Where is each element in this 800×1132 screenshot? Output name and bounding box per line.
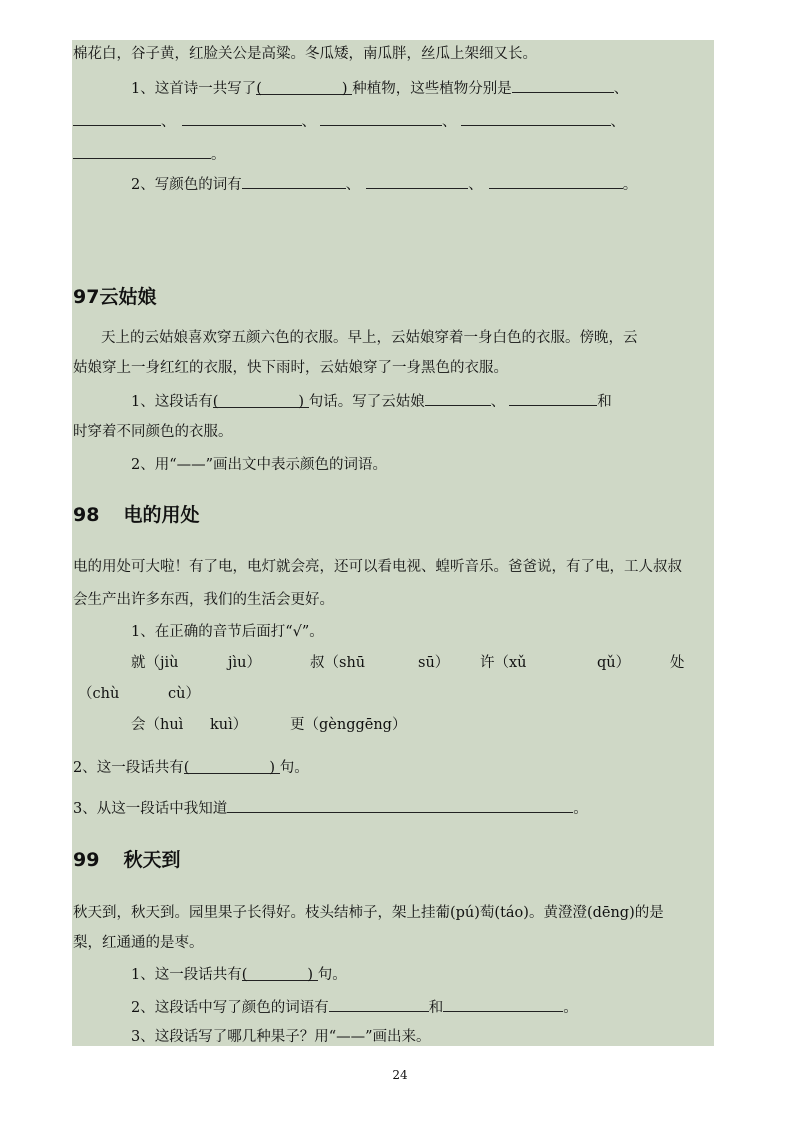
answer-blank[interactable]: [227, 797, 573, 813]
s98-pinyin-option[interactable]: （chù: [78, 686, 120, 702]
s98-pinyin-option[interactable]: jìu）: [228, 655, 261, 671]
s97-question-2: 2、用“——”画出文中表示颜色的词语。: [131, 457, 388, 473]
s99-paragraph-line-2: 梨，红通通的是枣。: [73, 935, 204, 951]
s97-paragraph-line-1: 天上的云姑娘喜欢穿五颜六色的衣服。早上，云姑娘穿着一身白色的衣服。傍晚，云: [101, 330, 638, 346]
s98-pinyin-option[interactable]: sū）: [418, 655, 450, 671]
s98-pinyin-option[interactable]: 更（gènggēng）: [290, 717, 407, 733]
section-98-title: 98 电的用处: [73, 504, 200, 526]
section-97-title: 97云姑娘: [73, 286, 157, 308]
answer-blank[interactable]: [320, 110, 442, 126]
plant-blanks-row-2: 。: [73, 143, 226, 165]
s99-question-3: 3、这段话写了哪几种果子？用“——”画出来。: [131, 1029, 431, 1045]
answer-blank[interactable]: [489, 173, 623, 189]
answer-blank[interactable]: ( ): [256, 79, 352, 99]
answer-blank[interactable]: [73, 143, 211, 159]
section-99-title: 99 秋天到: [73, 849, 181, 871]
answer-blank[interactable]: [461, 110, 611, 126]
s98-pinyin-option[interactable]: qǔ）: [597, 655, 631, 671]
answer-blank[interactable]: [329, 996, 429, 1012]
answer-blank[interactable]: [242, 173, 346, 189]
question-color-words: 2、写颜色的词有 、 、 。: [131, 173, 637, 195]
s97-question-1: 1、这段话有( ) 句话。写了云姑娘 、 和: [131, 390, 612, 412]
answer-blank[interactable]: ( ): [184, 758, 280, 774]
answer-blank[interactable]: ( ): [242, 965, 318, 981]
s99-paragraph-line-1: 秋天到，秋天到。园里果子长得好。枝头结柿子，架上挂葡(pú)萄(táo)。黄澄澄(dēng)的是: [73, 905, 664, 921]
s98-pinyin-option[interactable]: 就（jiù: [131, 655, 179, 671]
answer-blank[interactable]: [509, 390, 597, 406]
s98-pinyin-option[interactable]: 会（huì: [131, 717, 184, 733]
answer-blank[interactable]: [73, 110, 161, 126]
answer-blank[interactable]: ( ): [213, 392, 309, 408]
question-plants-count: 1、这首诗一共写了( ) 种植物，这些植物分别是 、: [131, 77, 628, 99]
s97-question-1-cont: 时穿着不同颜色的衣服。: [73, 424, 233, 440]
poem-line: 棉花白，谷子黄，红脸关公是高粱。冬瓜矮，南瓜胖，丝瓜上架细又长。: [73, 46, 537, 62]
plant-blanks-row: 、 、 、 、: [73, 110, 625, 132]
answer-blank[interactable]: [443, 996, 563, 1012]
s98-paragraph-line-2: 会生产出许多东西，我们的生活会更好。: [73, 592, 334, 608]
s98-pinyin-option: 处: [670, 655, 685, 671]
s98-pinyin-option[interactable]: 叔（shū: [310, 655, 366, 671]
s98-pinyin-option[interactable]: kuì）: [210, 717, 248, 733]
s99-question-2: 2、这段话中写了颜色的词语有 和 。: [131, 996, 578, 1018]
page-number: 24: [392, 1068, 408, 1082]
answer-blank[interactable]: [366, 173, 468, 189]
answer-blank[interactable]: [512, 77, 614, 93]
s98-question-1: 1、在正确的音节后面打“√”。: [131, 624, 324, 640]
s98-paragraph-line-1: 电的用处可大啦！有了电，电灯就会亮，还可以看电视、蝗听音乐。爸爸说，有了电，工人叔叔: [73, 559, 682, 575]
s98-question-3: 3、从这一段话中我知道 。: [73, 797, 588, 819]
answer-blank[interactable]: [425, 390, 491, 406]
s97-paragraph-line-2: 姑娘穿上一身红红的衣服，快下雨时，云姑娘穿了一身黑色的衣服。: [73, 360, 508, 376]
answer-blank[interactable]: [182, 110, 302, 126]
s99-question-1: 1、这一段话共有( ) 句。: [131, 967, 347, 983]
s98-pinyin-option[interactable]: 许（xǔ: [480, 655, 527, 671]
s98-question-2: 2、这一段话共有( ) 句。: [73, 760, 309, 776]
s98-pinyin-option[interactable]: cù）: [168, 686, 200, 702]
